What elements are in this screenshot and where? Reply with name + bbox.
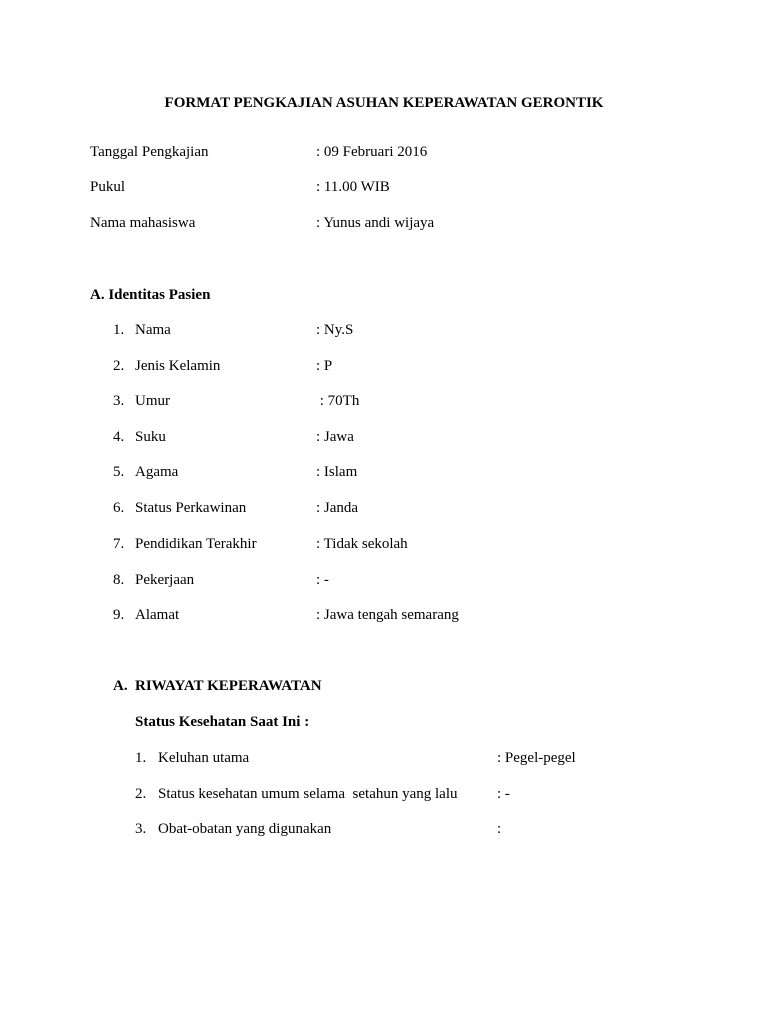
list-item-value: : bbox=[497, 821, 502, 837]
list-item-label: Agama bbox=[135, 464, 179, 480]
list-item-value: : Ny.S bbox=[316, 322, 354, 338]
list-item-number: 1. bbox=[113, 322, 125, 338]
list-item-label: Status kesehatan umum selama setahun yang lalu bbox=[158, 786, 458, 802]
section-number: A. bbox=[113, 678, 128, 694]
list-item-number: 3. bbox=[135, 821, 147, 837]
header-field-label: Tanggal Pengkajian bbox=[90, 144, 209, 160]
list-item-value: : Tidak sekolah bbox=[316, 536, 408, 552]
list-item-label: Jenis Kelamin bbox=[135, 358, 221, 374]
list-item-label: Keluhan utama bbox=[158, 750, 250, 766]
list-item-number: 5. bbox=[113, 464, 125, 480]
list-item-number: 4. bbox=[113, 429, 125, 445]
list-item-label: Umur bbox=[135, 393, 170, 409]
list-item-value: : Janda bbox=[316, 500, 359, 516]
list-item-value: : Jawa bbox=[316, 429, 354, 445]
list-item-label: Status Perkawinan bbox=[135, 500, 247, 516]
header-field-value: : 11.00 WIB bbox=[316, 179, 390, 195]
list-item-number: 8. bbox=[113, 572, 125, 588]
section-heading-identity: A. Identitas Pasien bbox=[90, 287, 211, 303]
list-item-number: 2. bbox=[113, 358, 125, 374]
list-item-value: : P bbox=[316, 358, 333, 374]
list-item-number: 9. bbox=[113, 607, 125, 623]
header-field-value: : Yunus andi wijaya bbox=[316, 215, 435, 231]
header-field-label: Pukul bbox=[90, 179, 126, 195]
list-item-label: Obat-obatan yang digunakan bbox=[158, 821, 332, 837]
list-item-number: 3. bbox=[113, 393, 125, 409]
list-item-label: Nama bbox=[135, 322, 171, 338]
list-item-value: : Islam bbox=[316, 464, 358, 480]
list-item-value: : - bbox=[497, 786, 510, 802]
header-field-label: Nama mahasiswa bbox=[90, 215, 196, 231]
list-item-number: 7. bbox=[113, 536, 125, 552]
list-item-value: : - bbox=[316, 572, 329, 588]
list-item-number: 6. bbox=[113, 500, 125, 516]
list-item-label: Pendidikan Terakhir bbox=[135, 536, 257, 552]
list-item-label: Suku bbox=[135, 429, 166, 445]
section-heading-history: RIWAYAT KEPERAWATAN bbox=[135, 678, 322, 694]
list-item-value: : Jawa tengah semarang bbox=[316, 607, 459, 623]
list-item-value: : Pegel-pegel bbox=[497, 750, 576, 766]
document-title: FORMAT PENGKAJIAN ASUHAN KEPERAWATAN GERONTIK bbox=[164, 95, 604, 111]
list-item-value: : 70Th bbox=[316, 393, 360, 409]
list-item-number: 1. bbox=[135, 750, 147, 766]
list-item-label: Pekerjaan bbox=[135, 572, 195, 588]
list-item-number: 2. bbox=[135, 786, 147, 802]
header-field-value: : 09 Februari 2016 bbox=[316, 144, 428, 160]
list-item-label: Alamat bbox=[135, 607, 180, 623]
subheading-status: Status Kesehatan Saat Ini : bbox=[135, 714, 310, 730]
